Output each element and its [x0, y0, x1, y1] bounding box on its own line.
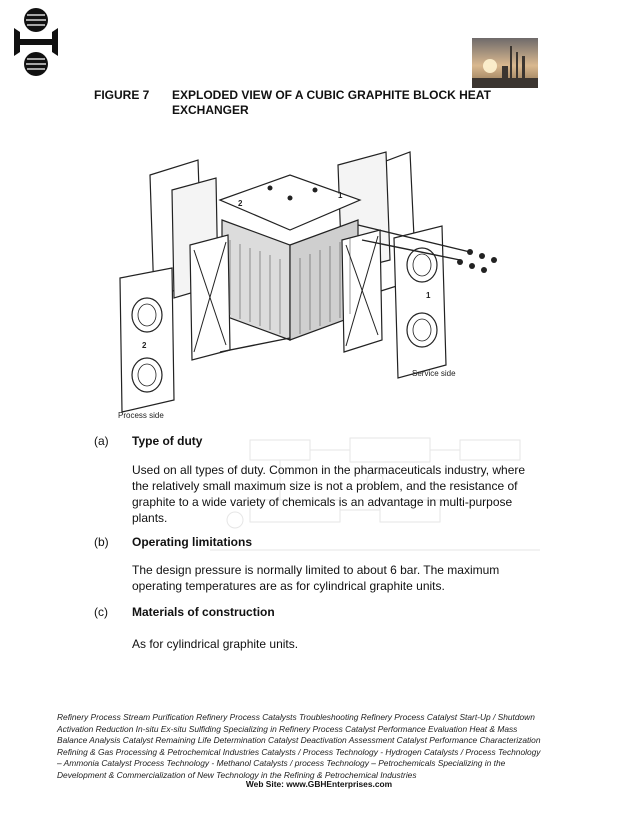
footer-services-text: Refinery Process Stream Purification Refinery Process Catalysts Troubleshooting Refinery Process Catalyst Start-Up / Shutdown Activation Reduction In-situ Ex-situ Sulfiding Specializing in Refinery Process Catalyst Performance Evaluation Heat & Mass Balance Analysis Catalyst Remaining Life Determination Catalyst Deactivation Assessment Catalyst Performance Characterization Refining & Gas Processing & Petrochemical Industries Catalysts / Process Technology - Hydrogen Catalysts / Process Technology – Ammonia Catalyst Process Technology - Methanol Catalysts / process Technology – Petrochemicals Specializing in the Development & Commercialization of New Technology in the Refining & Petrochemical Industries: [57, 712, 541, 780]
section-body: As for cylindrical graphite units.: [132, 637, 299, 651]
section-heading: Type of duty: [132, 434, 203, 448]
heat-exchanger-drawing: [110, 130, 510, 425]
part-number: 1: [426, 291, 431, 300]
section-heading: Operating limitations: [132, 535, 253, 549]
part-number: 1: [338, 191, 343, 200]
figure-label: FIGURE 7: [94, 88, 150, 102]
section-letter: (b): [94, 535, 109, 549]
section-heading: Materials of construction: [132, 605, 275, 619]
figure-title: EXPLODED VIEW OF A CUBIC GRAPHITE BLOCK HEAT EXCHANGER: [172, 88, 491, 117]
process-side-caption: Process side: [118, 411, 164, 420]
part-number: 2: [238, 199, 243, 208]
part-number: 2: [142, 341, 147, 350]
section-body: Used on all types of duty. Common in the pharmaceuticals industry, where the relatively small maximum size is not a problem, and the resistance of graphite to a wide variety of chemicals is an advantage in multi-purpose plants.: [132, 463, 526, 525]
section-letter: (c): [94, 605, 108, 619]
website-link[interactable]: Web Site: www.GBHEnterprises.com: [245, 779, 393, 789]
service-side-caption: Service side: [412, 369, 456, 378]
section-letter: (a): [94, 434, 109, 448]
refinery-photo: [472, 38, 538, 88]
company-logo: [10, 6, 62, 78]
section-body: The design pressure is normally limited to about 6 bar. The maximum operating temperatures are as for cylindrical graphite units.: [132, 563, 500, 593]
